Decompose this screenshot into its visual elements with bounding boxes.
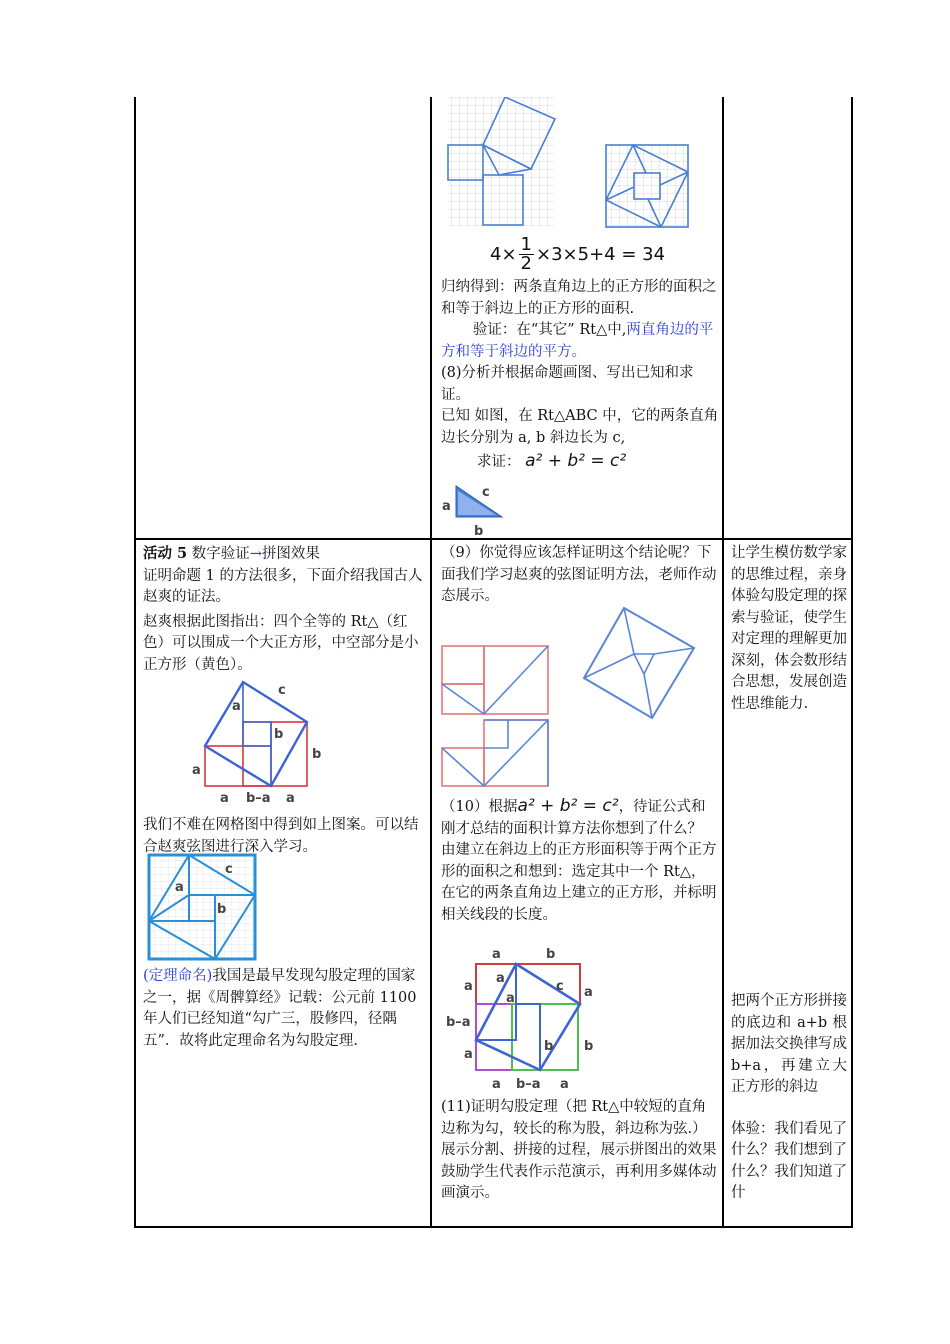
step8-text: (8)分析并根据命题画图、写出已知和求证。 (441, 365, 694, 403)
fig3-label-inner-a2: a (506, 991, 515, 1006)
fig3-label-left-ba: b–a (446, 1015, 471, 1030)
step10-pre: （10）根据 (441, 799, 518, 815)
fig3-label-left-a1: a (464, 979, 473, 994)
fig2-label-a: a (175, 880, 184, 895)
table-line-col2 (722, 97, 724, 1228)
grid-figures (443, 97, 703, 232)
area-formula (490, 236, 665, 273)
verify-text (441, 320, 719, 363)
fig1-label-bottom-ba: b–a (246, 791, 271, 806)
col2-top-text (441, 277, 719, 474)
table-line-row (134, 538, 853, 540)
col3-text-top (731, 543, 847, 715)
col1-text-bottom (143, 966, 425, 1052)
naming-text: 我国是最早发现勾股定理的国家之一，据《周髀算经》记载：公元前 1100 年人们已经知道“勾广三，股修四，径隅五”．故将此定理命名为勾股定理. (143, 968, 417, 1049)
fig3-label-bottom-a2: a (560, 1077, 569, 1092)
col1-text-mid (143, 815, 425, 858)
tri-label-b: b (474, 524, 484, 538)
naming-blue: (定理命名) (143, 968, 213, 984)
table-line-col1 (430, 97, 432, 1228)
formula-denominator: 2 (520, 253, 532, 274)
fig3-label-right-b: b (584, 1039, 594, 1054)
prove-line (441, 451, 719, 474)
fig2-label-c: c (225, 862, 233, 877)
fig3-label-bottom-ba: b–a (516, 1077, 541, 1092)
prove-equation: a² + b² = c² (525, 451, 627, 471)
verify-blue: 两直角边的平方和等于斜边的平方。 (441, 322, 714, 360)
step10-text (441, 796, 719, 840)
zhao-shuang-figure (186, 676, 336, 808)
zhao-shuang-grid-figure (147, 853, 257, 961)
col1-paragraph-3: 我们不难在网格图中得到如上图案。可以结合赵爽弦图进行深入学习。 (143, 817, 419, 855)
fig1-label-b1: b (274, 727, 284, 742)
fig1-label-bottom-a2: a (286, 791, 295, 806)
fig3-label-top-b: b (546, 947, 556, 962)
fig1-label-b2: b (312, 747, 322, 762)
fig3-label-right-a: a (584, 985, 593, 1000)
tri-label-a: a (442, 499, 451, 514)
col1-text-top (143, 543, 425, 676)
col3-paragraph-2: 把两个正方形拼接的底边和 a+b 根据加法交换律写成 b+a，再建立大正方形的斜边 (731, 993, 847, 1095)
dynamic-demo-figures (438, 606, 708, 792)
table-line-left (134, 97, 136, 1228)
col2-text-10 (441, 796, 719, 926)
formula-part-b: ×3×5+4 = 34 (536, 244, 666, 265)
labeled-proof-figure (444, 946, 604, 1094)
formula-numerator: 1 (520, 234, 532, 255)
fig3-label-bottom-a1: a (492, 1077, 501, 1092)
fig1-label-a1: a (232, 699, 241, 714)
prove-label: 求证： (477, 454, 521, 470)
activity-title-end: 拼图效果 (261, 546, 320, 562)
induce-text: 归纳得到：两条直角边上的正方形的面积之和等于斜边上的正方形的面积. (441, 279, 717, 317)
show-text: 展示分割、拼接的过程，展示拼图出的效果鼓励学生代表作示范演示，再利用多媒体动画演示。 (441, 1142, 717, 1201)
verify-prefix: 验证：在“其它” Rt△中, (472, 322, 627, 338)
fig3-label-c: c (556, 979, 564, 994)
fig3-label-inner-b: b (544, 1039, 554, 1054)
col3-text-bottom (731, 991, 847, 1205)
col1-paragraph-1: 证明命题 1 的方法很多，下面介绍我国古人赵爽的证法。 (143, 567, 423, 605)
theorem-naming (143, 966, 425, 1052)
table-line-bottom (134, 1226, 853, 1228)
known-text: 已知 如图，在 Rt△ABC 中，它的两条直角边长分别为 a, b 斜边长为 c, (441, 408, 719, 446)
activity-title (143, 543, 425, 566)
fig1-label-a2: a (192, 763, 201, 778)
col1-paragraph-2: 赵爽根据此图指出：四个全等的 Rt△（红色）可以围成一个大正方形，中空部分是小正方形（黄色）。 (143, 613, 419, 673)
arrow-icon: → (249, 546, 262, 562)
table-line-right (851, 97, 853, 1228)
col2-text-11 (441, 1097, 719, 1205)
step10-equation: a² + b² = c² (517, 796, 619, 816)
step9-text: （9）你觉得应该怎样证明这个结论呢？下面我们学习赵爽的弦图证明方法，老师作动态展示。 (441, 545, 717, 604)
fig3-label-inner-a1: a (496, 971, 505, 986)
col3-paragraph-1: 让学生模仿数学家的思维过程，亲身体验勾股定理的探索与验证，使学生对定理的理解更加深刻，体会数形结合思想，发展创造性思维能力. (731, 545, 847, 712)
step11-text: (11)证明勾股定理（把 Rt△中较短的直角边称为勾，较长的称为股，斜边称为弦.） (441, 1099, 707, 1137)
fig3-label-left-a2: a (464, 1047, 473, 1062)
formula-fraction (519, 236, 534, 273)
fig1-label-c: c (278, 683, 286, 698)
activity-title-rest: 数字验证 (191, 546, 250, 562)
fig2-label-b: b (217, 902, 227, 917)
formula-part-a: 4× (490, 244, 517, 265)
right-triangle-figure (440, 482, 512, 538)
tri-label-c: c (482, 485, 490, 500)
fig1-label-bottom-a1: a (220, 791, 229, 806)
activity-number: 活动 5 (143, 545, 188, 562)
col3-paragraph-3: 体验：我们看见了什么？我们想到了什么？我们知道了什 (731, 1120, 847, 1201)
col2-text-9 (441, 543, 719, 608)
step10-post: ，待证公式和刚才总结的面积计算方法你想到了什么？ (441, 799, 706, 837)
fig3-label-top-a: a (492, 947, 501, 962)
build-text: 由建立在斜边上的正方形面积等于两个正方形的面积之和想到：选定其中一个 Rt△，在它的两条直角边上建立的正方形，并标明相关线段的长度。 (441, 842, 717, 923)
